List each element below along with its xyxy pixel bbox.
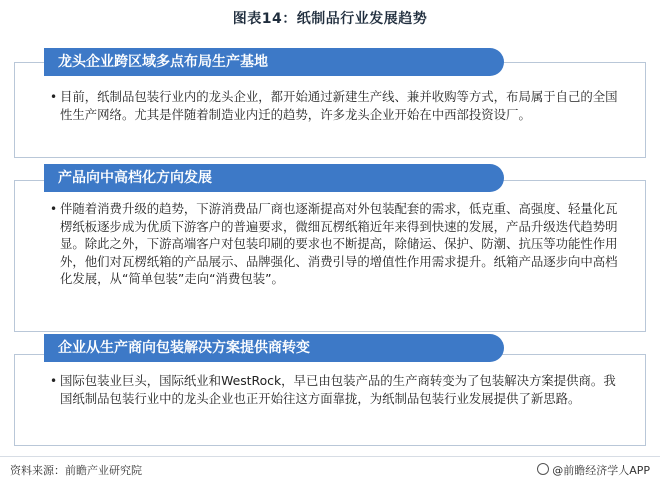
bullet-icon: • [50, 374, 58, 388]
source-note: 资料来源：前瞻产业研究院 [10, 464, 142, 477]
section-text: 国际包装业巨头，国际纸业和WestRock，早已由包装产品的生产商转变为了包装解决方案提供商。我国纸制品包装行业中的龙头企业也正开始往这方面靠拢，为纸制品包装行业发展提供了新思路。 [60, 373, 616, 406]
page-title: 图表14：纸制品行业发展趋势 [232, 11, 428, 27]
bullet-icon: • [50, 90, 58, 104]
section-heading: 企业从生产商向包装解决方案提供商转变 [44, 334, 504, 362]
section-heading: 产品向中高档化方向发展 [44, 164, 504, 192]
brand-credit [537, 462, 650, 478]
brand-logo-icon [537, 463, 549, 475]
section-text: 伴随着消费升级的趋势，下游消费品厂商也逐渐提高对外包装配套的需求，低克重、高强度、轻量化瓦楞纸板逐步成为优质下游客户的普遍要求，微细瓦楞纸箱近年来得到快速的发展，产品升级迭代趋势明显。除此之外，下游高端客户对包装印刷的要求也不断提高，除储运、保护、防潮、抗压等功能性作用外，他们对瓦楞纸箱的产品展示、品牌强化、消费引导的增值性作用需求提升。纸箱产品逐步向中高档化发展，从“简单包装”走向“消费包装”。 [60, 201, 618, 287]
trend-section-1 [14, 42, 646, 158]
footer [0, 456, 660, 482]
bullet-icon: • [50, 202, 58, 216]
section-heading: 龙头企业跨区域多点布局生产基地 [44, 48, 504, 76]
trend-section-3 [14, 334, 646, 446]
brand-label: @前瞻经济学人APP [552, 464, 650, 477]
trend-section-2 [14, 160, 646, 332]
section-text: 目前，纸制品包装行业内的龙头企业，都开始通过新建生产线、兼并收购等方式，布局属于自己的全国性生产网络。尤其是伴随着制造业内迁的趋势，许多龙头企业开始在中西部投资设厂。 [60, 89, 618, 122]
